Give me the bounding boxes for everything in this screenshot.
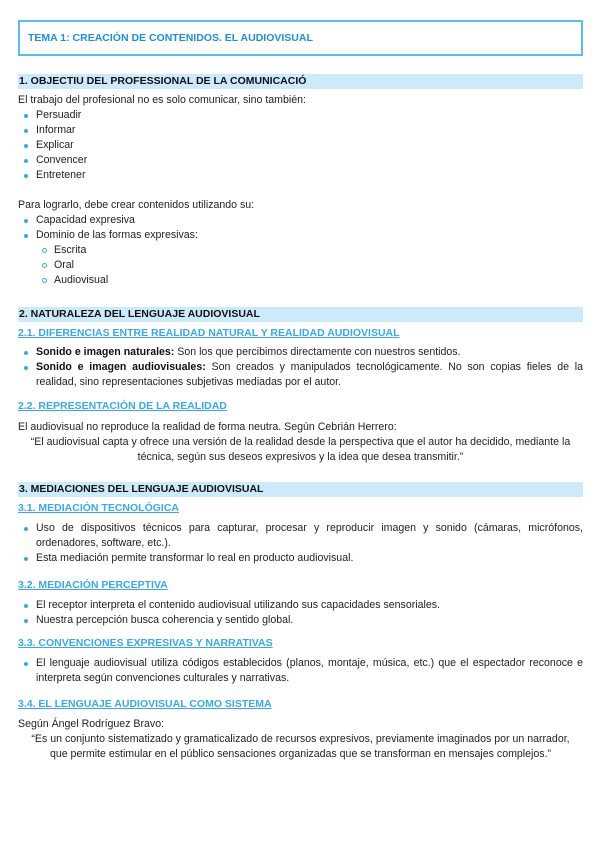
- subsection-3-4-text: Según Ángel Rodríguez Bravo:: [18, 718, 165, 730]
- subsection-3-4-heading: 3.4. EL LENGUAJE AUDIOVISUAL COMO SISTEMA: [18, 698, 272, 710]
- list-item: Informar: [18, 123, 583, 138]
- term: Sonido e imagen naturales:: [36, 346, 175, 358]
- section-1-intro-2: Para lograrlo, debe crear contenidos utilizando su:: [18, 199, 255, 211]
- list-item: El lenguaje audiovisual utiliza códigos establecidos (planos, montaje, música, etc.) que el espectador reconoce e interpreta según convenciones culturales y narrativas.: [18, 656, 583, 686]
- list-item: Uso de dispositivos técnicos para capturar, procesar y reproducir imagen y sonido (cámaras, micrófonos, ordenadores, software, etc.).: [18, 521, 583, 551]
- document-page: [18, 20, 583, 762]
- definition: Son los que percibimos directamente con nuestros sentidos.: [174, 346, 461, 358]
- sub-list-item: Oral: [18, 258, 583, 273]
- subsection-3-3-list: [18, 656, 583, 686]
- list-item: Nuestra percepción busca coherencia y sentido global.: [18, 613, 583, 628]
- section-1-intro: El trabajo del profesional no es solo comunicar, sino también:: [18, 94, 306, 106]
- subsection-3-1-heading: 3.1. MEDIACIÓN TECNOLÓGICA: [18, 502, 180, 514]
- section-1-heading: 1. OBJECTIU DEL PROFESSIONAL DE LA COMUNICACIÓ: [18, 74, 583, 89]
- sub-list-item: Audiovisual: [18, 273, 583, 288]
- subsection-3-1-list: [18, 521, 583, 566]
- section-2-heading: 2. NATURALEZA DEL LENGUAJE AUDIOVISUAL: [18, 307, 583, 322]
- list-item: Entretener: [18, 168, 583, 183]
- sub-list-item: Escrita: [18, 243, 583, 258]
- subsection-2-1-list: [18, 345, 583, 390]
- title-box: [18, 20, 583, 56]
- quote-cebrian: “El audiovisual capta y ofrece una versión de la realidad desde la perspectiva que el autor ha decidido, mediante la técnica, según sus deseos expresivos y la idea que desea transmitir.”: [30, 436, 571, 463]
- document-title: TEMA 1: CREACIÓN DE CONTENIDOS. EL AUDIOVISUAL: [28, 31, 313, 44]
- list-item: El receptor interpreta el contenido audiovisual utilizando sus capacidades sensoriales.: [18, 598, 583, 613]
- list-item: Persuadir: [18, 108, 583, 123]
- section-1-list: [18, 108, 583, 183]
- section-3-heading: 3. MEDIACIONES DEL LENGUAJE AUDIOVISUAL: [18, 482, 583, 497]
- subsection-3-3-heading: 3.3. CONVENCIONES EXPRESIVAS Y NARRATIVAS: [18, 637, 273, 649]
- definition: Son creados y manipulados tecnológicamente. No son copias fieles de la realidad, sino representaciones subjetivas mediadas por el autor.: [36, 361, 583, 388]
- subsection-2-1-heading: 2.1. DIFERENCIAS ENTRE REALIDAD NATURAL Y REALIDAD AUDIOVISUAL: [18, 327, 400, 339]
- quote-rodriguez-bravo: “Es un conjunto sistematizado y gramaticalizado de recursos expresivos, previamente imaginados por un narrador, que permite estimular en el público sensaciones organizadas que se transforman en mensajes complejos.”: [31, 733, 570, 760]
- list-item: [18, 360, 583, 390]
- section-1-list-2: [18, 213, 583, 288]
- list-item: Capacidad expresiva: [18, 213, 583, 228]
- subsection-3-2-list: [18, 598, 583, 628]
- list-item: Dominio de las formas expresivas:: [18, 228, 583, 243]
- subsection-2-2-heading: 2.2. REPRESENTACIÓN DE LA REALIDAD: [18, 400, 227, 412]
- list-item: [18, 345, 583, 360]
- subsection-3-2-heading: 3.2. MEDIACIÓN PERCEPTIVA: [18, 579, 168, 591]
- term: Sonido e imagen audiovisuales:: [36, 361, 206, 373]
- list-item: Esta mediación permite transformar lo real en producto audiovisual.: [18, 551, 583, 566]
- list-item: Convencer: [18, 153, 583, 168]
- list-item: Explicar: [18, 138, 583, 153]
- subsection-2-2-text: El audiovisual no reproduce la realidad de forma neutra. Según Cebrián Herrero:: [18, 421, 397, 433]
